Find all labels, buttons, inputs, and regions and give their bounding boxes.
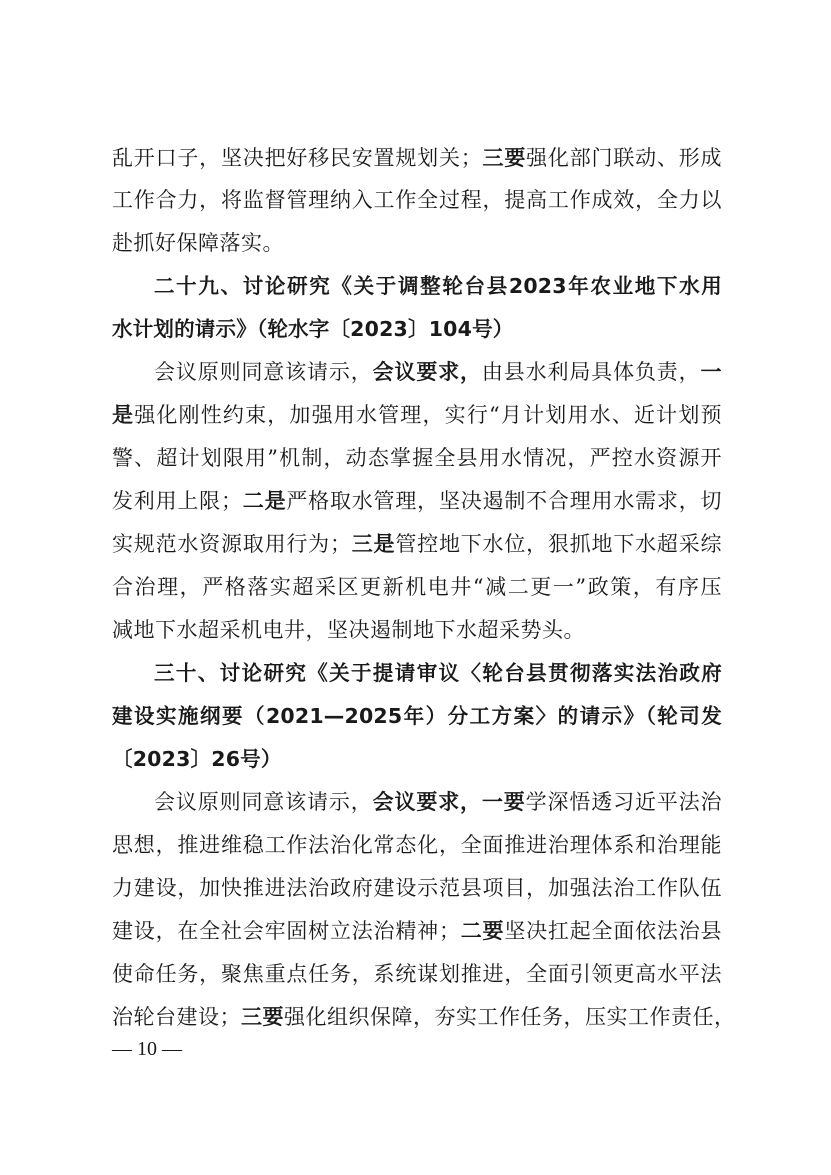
line-text: 警、超计划限用”机制，动态掌握全县用水情况，严控水资源开: [112, 446, 722, 470]
section-heading-29-cont: [112, 314, 722, 344]
line-text: 三十、讨论研究《关于提请审议〈轮台县贯彻落实法治政府: [154, 661, 722, 685]
line-text: 〔2023〕26号）: [112, 747, 282, 771]
text-line: [112, 228, 722, 258]
line-text: 工作合力，将监督管理纳入工作全过程，提高工作成效，全力以: [112, 188, 722, 212]
line-text: 管控地下水位，狠抓地下水超采综: [395, 532, 723, 556]
line-text: 实规范水资源取用行为；: [112, 532, 352, 556]
text-line: [112, 185, 722, 215]
emphasis-text: 三要: [482, 146, 527, 170]
line-text: 学深悟透习近平法治: [525, 790, 723, 814]
section-heading-29: [154, 271, 722, 301]
line-text: 减地下水超采机电井，坚决遏制地下水超采势头。: [112, 618, 585, 642]
section-heading-30-cont: [112, 701, 722, 731]
line-text: 坚决扛起全面依法治县: [504, 919, 723, 943]
text-line: [112, 486, 722, 516]
text-line: [112, 400, 722, 430]
text-line: [112, 443, 722, 473]
text-line: [112, 830, 722, 860]
line-text: 治轮台建设；: [112, 1005, 241, 1029]
line-text: 会议原则同意该请示，: [154, 790, 373, 814]
emphasis-text: 三要: [241, 1005, 284, 1029]
section-heading-30: [154, 658, 722, 688]
line-text: 严格取水管理，坚决遏制不合理用水需求，切: [286, 489, 723, 513]
emphasis-text: 会议要求，: [372, 790, 482, 814]
text-line: [112, 143, 722, 173]
text-line: [112, 1002, 736, 1032]
line-text: 二十九、讨论研究《关于调整轮台县2023年农业地下水用: [154, 274, 722, 298]
page-number: — 10 —: [112, 1038, 182, 1060]
line-text: 强化组织保障，夯实工作任务，压实工作责任，: [284, 1005, 736, 1029]
text-line: [154, 357, 722, 387]
line-text: 赴抓好保障落实。: [112, 231, 284, 255]
emphasis-text: 三是: [351, 532, 396, 556]
line-text: 力建设，加快推进法治政府建设示范县项目，加强法治工作队伍: [112, 876, 722, 900]
emphasis-text: 二要: [460, 919, 505, 943]
line-text: 使命任务，聚焦重点任务，系统谋划推进，全面引领更高水平法: [112, 962, 722, 986]
line-text: 由县水利局具体负责，: [481, 360, 701, 384]
line-text: 会议原则同意该请示，: [154, 360, 373, 384]
text-line: [112, 529, 722, 559]
line-text: 建设实施纲要（2021—2025年）分工方案〉的请示》（轮司发: [112, 704, 722, 728]
line-text: 强化刚性约束，加强用水管理，实行“月计划用水、近计划预: [134, 403, 723, 427]
emphasis-text: 二是: [242, 489, 287, 513]
line-text: 水计划的请示》（轮水字〔2023〕104号）: [112, 317, 514, 341]
emphasis-text: 会议要求，: [372, 360, 482, 384]
emphasis-text: 是: [112, 403, 135, 427]
line-text: 思想，推进维稳工作法治化常态化，全面推进治理体系和治理能: [112, 833, 722, 857]
line-text: 合治理，严格落实超采区更新机电井“减二更一”政策，有序压: [112, 575, 722, 599]
text-line: [112, 873, 722, 903]
text-line: [112, 916, 722, 946]
line-text: 乱开口子，坚决把好移民安置规划关；: [112, 146, 483, 170]
line-text: 发利用上限；: [112, 489, 243, 513]
text-line: [112, 572, 722, 602]
text-line: [112, 959, 722, 989]
emphasis-text: 一: [700, 360, 723, 384]
text-line: [154, 787, 722, 817]
line-text: 建设，在全社会牢固树立法治精神；: [112, 919, 461, 943]
section-heading-30-cont2: [112, 744, 722, 774]
line-text: 强化部门联动、形成: [526, 146, 723, 170]
emphasis-text: 一要: [481, 790, 526, 814]
text-line: [112, 615, 722, 645]
